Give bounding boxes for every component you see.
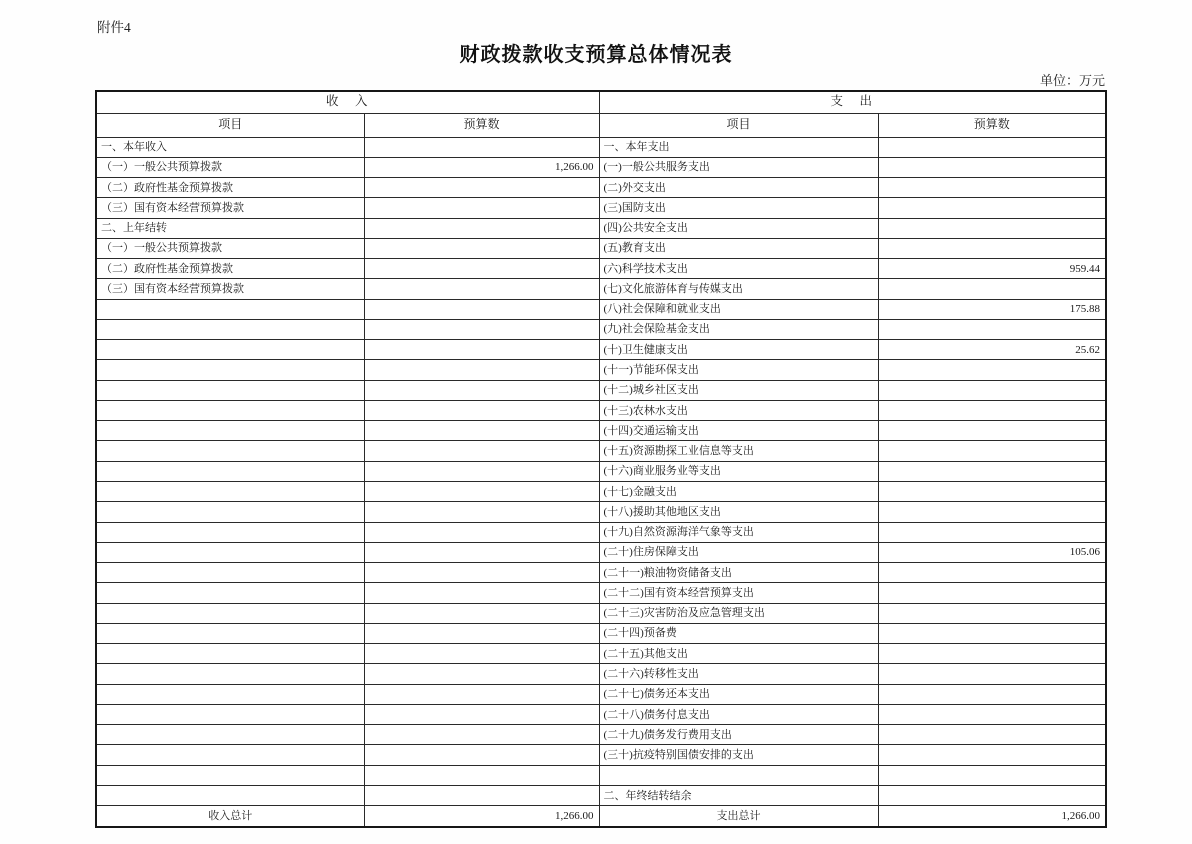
- income-item-cell: [96, 482, 364, 502]
- income-value-cell: [364, 765, 599, 785]
- income-item-cell: 二、上年结转: [96, 218, 364, 238]
- table-row: [96, 421, 1106, 441]
- expenditure-value-cell: [878, 603, 1106, 623]
- income-item-cell: [96, 522, 364, 542]
- table-row: [96, 563, 1106, 583]
- income-value-cell: [364, 563, 599, 583]
- expenditure-value-cell: [878, 360, 1106, 380]
- expenditure-item-cell: (九)社会保险基金支出: [599, 319, 878, 339]
- expenditure-item-cell: (一)一般公共服务支出: [599, 157, 878, 177]
- income-item-cell: [96, 461, 364, 481]
- expenditure-value-cell: [878, 786, 1106, 806]
- expenditure-value-cell: [878, 319, 1106, 339]
- income-item-cell: [96, 583, 364, 603]
- income-budget-header: 预算数: [364, 113, 599, 137]
- income-item-cell: [96, 603, 364, 623]
- income-item-cell: [96, 745, 364, 765]
- income-value-cell: [364, 786, 599, 806]
- expenditure-value-cell: [878, 664, 1106, 684]
- expenditure-total-label: 支出总计: [599, 806, 878, 827]
- income-item-cell: [96, 664, 364, 684]
- income-value-cell: [364, 461, 599, 481]
- income-item-cell: [96, 502, 364, 522]
- table-row: [96, 259, 1106, 279]
- expenditure-item-cell: (六)科学技术支出: [599, 259, 878, 279]
- income-value-cell: [364, 664, 599, 684]
- table-row: [96, 623, 1106, 643]
- expenditure-item-cell: 一、本年支出: [599, 137, 878, 157]
- income-value-cell: [364, 623, 599, 643]
- table-row: [96, 786, 1106, 806]
- income-value-cell: [364, 644, 599, 664]
- table-row: [96, 279, 1106, 299]
- income-value-cell: [364, 218, 599, 238]
- expenditure-value-cell: [878, 482, 1106, 502]
- income-value-cell: [364, 340, 599, 360]
- expenditure-value-cell: [878, 218, 1106, 238]
- income-item-cell: 一、本年收入: [96, 137, 364, 157]
- income-item-cell: [96, 421, 364, 441]
- expenditure-value-cell: [878, 421, 1106, 441]
- table-row: [96, 704, 1106, 724]
- table-row: [96, 644, 1106, 664]
- budget-table: [95, 90, 1107, 828]
- expenditure-value-cell: [878, 684, 1106, 704]
- income-value-cell: [364, 259, 599, 279]
- income-value-cell: [364, 603, 599, 623]
- expenditure-item-cell: (二十五)其他支出: [599, 644, 878, 664]
- income-item-cell: [96, 400, 364, 420]
- table-row: [96, 137, 1106, 157]
- expenditure-item-cell: (二十二)国有资本经营预算支出: [599, 583, 878, 603]
- table-row: [96, 482, 1106, 502]
- expenditure-item-cell: (二十四)预备费: [599, 623, 878, 643]
- income-value-cell: [364, 400, 599, 420]
- income-item-cell: [96, 725, 364, 745]
- expenditure-item-cell: (十一)节能环保支出: [599, 360, 878, 380]
- table-row: [96, 745, 1106, 765]
- expenditure-value-cell: [878, 238, 1106, 258]
- table-row: [96, 340, 1106, 360]
- income-item-cell: （二）政府性基金预算拨款: [96, 178, 364, 198]
- expenditure-item-cell: (三)国防支出: [599, 198, 878, 218]
- expenditure-value-cell: [878, 157, 1106, 177]
- expenditure-item-cell: (十二)城乡社区支出: [599, 380, 878, 400]
- income-value-cell: [364, 684, 599, 704]
- income-item-cell: [96, 644, 364, 664]
- expenditure-value-cell: 105.06: [878, 542, 1106, 562]
- expenditure-item-cell: (二十九)债务发行费用支出: [599, 725, 878, 745]
- income-item-cell: [96, 299, 364, 319]
- income-item-cell: （二）政府性基金预算拨款: [96, 259, 364, 279]
- income-value-cell: [364, 745, 599, 765]
- income-value-cell: [364, 725, 599, 745]
- income-value-cell: [364, 137, 599, 157]
- income-value-cell: [364, 319, 599, 339]
- column-header-row: [96, 113, 1106, 137]
- table-row: [96, 725, 1106, 745]
- table-row: [96, 684, 1106, 704]
- expenditure-value-cell: [878, 725, 1106, 745]
- table-row: [96, 583, 1106, 603]
- expenditure-value-cell: [878, 623, 1106, 643]
- table-row: [96, 664, 1106, 684]
- income-total-value: 1,266.00: [364, 806, 599, 827]
- expenditure-value-cell: [878, 583, 1106, 603]
- expenditure-item-cell: (十三)农林水支出: [599, 400, 878, 420]
- expenditure-value-cell: [878, 178, 1106, 198]
- expenditure-item-cell: [599, 765, 878, 785]
- expenditure-item-cell: (十四)交通运输支出: [599, 421, 878, 441]
- table-row: [96, 400, 1106, 420]
- table-row: [96, 765, 1106, 785]
- income-value-cell: [364, 482, 599, 502]
- expenditure-value-cell: 959.44: [878, 259, 1106, 279]
- expenditure-item-cell: (十六)商业服务业等支出: [599, 461, 878, 481]
- table-row: [96, 502, 1106, 522]
- table-row: [96, 542, 1106, 562]
- income-item-cell: [96, 380, 364, 400]
- expenditure-value-cell: [878, 137, 1106, 157]
- table-row: [96, 461, 1106, 481]
- income-value-cell: [364, 360, 599, 380]
- income-item-cell: （一）一般公共预算拨款: [96, 157, 364, 177]
- income-value-cell: [364, 522, 599, 542]
- expenditure-item-cell: (十)卫生健康支出: [599, 340, 878, 360]
- income-value-cell: [364, 178, 599, 198]
- table-row: [96, 299, 1106, 319]
- expenditure-value-cell: [878, 502, 1106, 522]
- income-value-cell: [364, 704, 599, 724]
- unit-label: 单位：万元: [1039, 73, 1105, 88]
- table-row: [96, 603, 1106, 623]
- table-body: [96, 137, 1106, 806]
- income-item-cell: [96, 704, 364, 724]
- expenditure-value-cell: [878, 522, 1106, 542]
- income-item-cell: [96, 563, 364, 583]
- income-item-cell: [96, 360, 364, 380]
- table-row: [96, 319, 1106, 339]
- expenditure-value-cell: [878, 441, 1106, 461]
- expenditure-item-cell: (七)文化旅游体育与传媒支出: [599, 279, 878, 299]
- page-title: 财政拨款收支预算总体情况表: [459, 44, 733, 66]
- expenditure-item-cell: (二十一)粮油物资储备支出: [599, 563, 878, 583]
- expenditure-value-cell: 175.88: [878, 299, 1106, 319]
- expenditure-item-cell: (十九)自然资源海洋气象等支出: [599, 522, 878, 542]
- expenditure-total-value: 1,266.00: [878, 806, 1106, 827]
- income-value-cell: [364, 583, 599, 603]
- income-item-cell: （三）国有资本经营预算拨款: [96, 198, 364, 218]
- expenditure-value-cell: [878, 380, 1106, 400]
- income-value-cell: [364, 421, 599, 441]
- expenditure-item-cell: (三十)抗疫特别国债安排的支出: [599, 745, 878, 765]
- expenditure-item-cell: (八)社会保障和就业支出: [599, 299, 878, 319]
- expenditure-value-cell: [878, 461, 1106, 481]
- income-value-cell: [364, 542, 599, 562]
- expenditure-item-cell: (四)公共安全支出: [599, 218, 878, 238]
- expenditure-value-cell: [878, 765, 1106, 785]
- expenditure-item-cell: (二十六)转移性支出: [599, 664, 878, 684]
- expenditure-value-cell: [878, 279, 1106, 299]
- expenditure-item-cell: (二十七)债务还本支出: [599, 684, 878, 704]
- expenditure-item-cell: (二)外交支出: [599, 178, 878, 198]
- expenditure-value-cell: [878, 644, 1106, 664]
- expenditure-value-cell: [878, 400, 1106, 420]
- income-section-header: 收 入: [96, 91, 599, 113]
- income-value-cell: [364, 238, 599, 258]
- income-item-cell: [96, 623, 364, 643]
- table-row: [96, 218, 1106, 238]
- expenditure-value-cell: 25.62: [878, 340, 1106, 360]
- expenditure-item-cell: (二十三)灾害防治及应急管理支出: [599, 603, 878, 623]
- income-total-label: 收入总计: [96, 806, 364, 827]
- income-item-cell: [96, 786, 364, 806]
- table-row: [96, 238, 1106, 258]
- attachment-label: 附件4: [97, 20, 131, 35]
- expenditure-value-cell: [878, 704, 1106, 724]
- income-value-cell: [364, 441, 599, 461]
- income-item-cell: [96, 340, 364, 360]
- expenditure-value-cell: [878, 198, 1106, 218]
- expenditure-budget-header: 预算数: [878, 113, 1106, 137]
- income-item-cell: [96, 441, 364, 461]
- income-value-cell: [364, 380, 599, 400]
- table-row: [96, 360, 1106, 380]
- table-row: [96, 198, 1106, 218]
- expenditure-item-cell: (十八)援助其他地区支出: [599, 502, 878, 522]
- income-item-header: 项目: [96, 113, 364, 137]
- expenditure-item-cell: (二十)住房保障支出: [599, 542, 878, 562]
- expenditure-item-cell: 二、年终结转结余: [599, 786, 878, 806]
- expenditure-value-cell: [878, 745, 1106, 765]
- table-row: [96, 522, 1106, 542]
- income-item-cell: [96, 684, 364, 704]
- table-row: [96, 178, 1106, 198]
- expenditure-item-cell: (十七)金融支出: [599, 482, 878, 502]
- total-row: [96, 806, 1106, 827]
- table-row: [96, 380, 1106, 400]
- table-row: [96, 441, 1106, 461]
- expenditure-item-header: 项目: [599, 113, 878, 137]
- expenditure-item-cell: (五)教育支出: [599, 238, 878, 258]
- expenditure-section-header: 支 出: [599, 91, 1106, 113]
- income-value-cell: [364, 502, 599, 522]
- expenditure-item-cell: (十五)资源勘探工业信息等支出: [599, 441, 878, 461]
- income-item-cell: [96, 319, 364, 339]
- income-item-cell: （三）国有资本经营预算拨款: [96, 279, 364, 299]
- income-item-cell: [96, 765, 364, 785]
- income-item-cell: [96, 542, 364, 562]
- income-value-cell: [364, 198, 599, 218]
- income-value-cell: [364, 279, 599, 299]
- income-item-cell: （一）一般公共预算拨款: [96, 238, 364, 258]
- table-row: [96, 157, 1106, 177]
- section-header-row: [96, 91, 1106, 113]
- income-value-cell: 1,266.00: [364, 157, 599, 177]
- expenditure-value-cell: [878, 563, 1106, 583]
- expenditure-item-cell: (二十八)债务付息支出: [599, 704, 878, 724]
- income-value-cell: [364, 299, 599, 319]
